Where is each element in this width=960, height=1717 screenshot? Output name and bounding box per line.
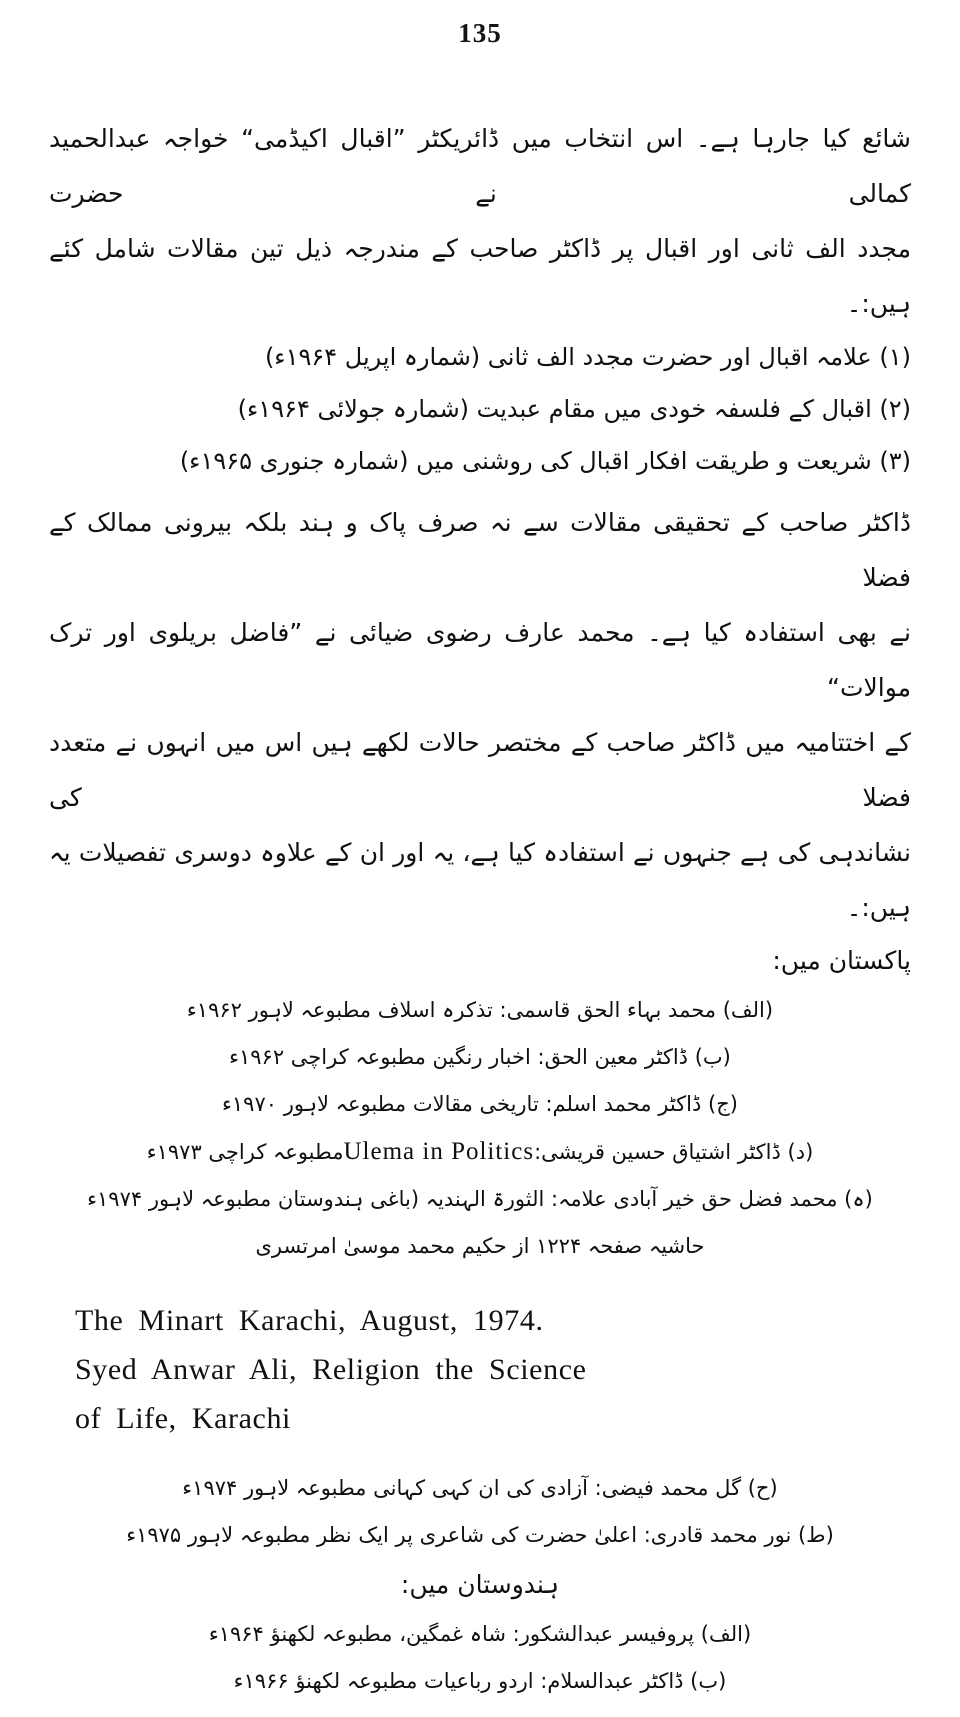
numbered-list [49,331,911,487]
reference-item: (ب) ڈاکٹر معین الحق: اخبار رنگین مطبوعہ کراچی ۱۹۶۲ء [229,1045,731,1069]
english-reference-line: The Minart Karachi, August, 1974. [75,1304,544,1337]
spacer [49,487,911,495]
paragraph-line: مجدد الف ثانی اور اقبال پر ڈاکٹر صاحب کے مندرجہ ذیل تین مقالات شامل کئے ہیں:۔ [49,234,911,318]
section-heading-text: پاکستان میں: [772,946,911,975]
reference-item-mixed [49,1128,911,1176]
paragraph-line: ڈاکٹر صاحب کے تحقیقی مقالات سے نہ صرف پاک و ہند بلکہ بیرونی ممالک کے فضلا [49,508,911,592]
reference-item: (الف) پروفیسر عبدالشکور: شاہ غمگین، مطبوعہ لکھنؤ ۱۹۶۴ء [208,1622,752,1646]
reference-prefix: (د) ڈاکٹر اشتیاق حسین قریشی: [534,1140,814,1164]
reference-list-pakistan [49,987,911,1270]
list-item: (۱) علامہ اقبال اور حضرت مجدد الف ثانی (شمارہ اپریل ۱۹۶۴ء) [264,343,911,371]
paragraph-line: نے بھی استفادہ کیا ہے۔ محمد عارف رضوی ضیائی نے ”فاضل بریلوی اور ترک موالات“ [49,618,911,702]
page-content [49,49,911,1705]
paragraph-line: کے اختتامیہ میں ڈاکٹر صاحب کے مختصر حالات لکھے ہیں اس میں انہوں نے متعدد فضلا کی [49,728,911,812]
reference-suffix: مطبوعہ کراچی ۱۹۷۳ء [146,1140,344,1164]
reference-item: (ح) گل محمد فیضی: آزادی کی ان کہی کہانی مطبوعہ لاہور ۱۹۷۴ء [182,1476,778,1500]
reference-list-pakistan-continued [49,1465,911,1559]
list-item: (۳) شریعت و طریقت افکار اقبال کی روشنی میں (شمارہ جنوری ۱۹۶۵ء) [179,447,911,475]
reference-item: (ہ) محمد فضل حق خیر آبادی علامہ: الثورۃ الہندیہ (باغی ہندوستان مطبوعہ لاہور ۱۹۷۴ء [87,1187,873,1211]
reference-list-hindustan [49,1611,911,1705]
section-heading-pakistan [49,935,911,987]
list-item: (۲) اقبال کے فلسفہ خودی میں مقام عبدیت (شمارہ جولائی ۱۹۶۴ء) [237,395,911,423]
reference-item: (الف) محمد بہاء الحق قاسمی: تذکرہ اسلاف مطبوعہ لاہور ۱۹۶۲ء [186,998,774,1022]
reference-item: (ب) ڈاکٹر عبدالسلام: اردو رباعیات مطبوعہ لکھنؤ ۱۹۶۶ء [233,1669,727,1693]
english-references [49,1296,911,1443]
english-reference-line: of Life, Karachi [75,1402,291,1435]
page-number: 135 [458,18,502,48]
english-reference-line: Syed Anwar Ali, Religion the Science [75,1353,587,1386]
section-heading-hindustan [49,1559,911,1611]
paragraph-intro [49,111,911,331]
paragraph-line: نشاندہی کی ہے جنہوں نے استفادہ کیا ہے، یہ اور ان کے علاوہ دوسری تفصیلات یہ ہیں:۔ [49,838,911,922]
reference-item: (ط) نور محمد قادری: اعلیٰ حضرت کی شاعری پر ایک نظر مطبوعہ لاہور ۱۹۷۵ء [126,1523,834,1547]
paragraph-research [49,495,911,935]
reference-latin-title: Ulema in Politics [343,1138,535,1165]
paragraph-line: شائع کیا جارہا ہے۔ اس انتخاب میں ڈائریکٹر ”اقبال اکیڈمی“ خواجہ عبدالحمید کمالی نے حضرت [49,124,911,208]
section-heading-text: ہندوستان میں: [400,1570,560,1599]
reference-footnote: حاشیہ صفحہ ۱۲۲۴ از حکیم محمد موسیٰ امرتسری [255,1234,705,1258]
reference-item: (ج) ڈاکٹر محمد اسلم: تاریخی مقالات مطبوعہ لاہور ۱۹۷۰ء [222,1092,738,1116]
